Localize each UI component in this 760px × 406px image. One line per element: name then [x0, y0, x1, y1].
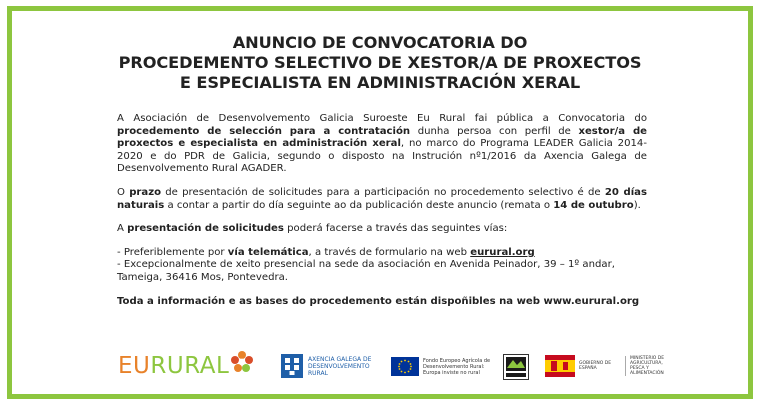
title-line-3: E ESPECIALISTA EN ADMINISTRACIÓN XERAL	[179, 73, 581, 92]
channel-in-person: - Excepcionalmente de xeito presencial na sede da asociación en Avenida Peinador, 39 – 1º andar, Tameiga, 36416 Mos, Pontevedra.	[117, 259, 615, 283]
channel-online	[117, 247, 647, 260]
p3-text-2: poderá facerse a través das seguintes vías:	[283, 223, 508, 235]
p2-bold-3: 14 de outubro	[553, 199, 634, 211]
eurural-link[interactable]: eurural.org	[470, 246, 535, 258]
p2-bold-2: 20 días naturais	[117, 186, 647, 211]
announcement-title	[12, 33, 748, 93]
p2-bold-1: prazo	[129, 186, 162, 198]
p1-text-2: dunha persoa con perfil de	[410, 125, 579, 137]
channel-online-text-2: , a través de formulario na web	[308, 246, 471, 258]
feader-logo	[391, 357, 501, 376]
p1-text-1: A Asociación de Desenvolvemento Galicia Suroeste Eu Rural fai pública a Convocatoria do	[117, 113, 647, 124]
p1-text-3: , no marco do Programa LEADER Galicia 2014-2020 e do PDR de Galicia, segundo o disposto na Instrución nº1/2016 da Axencia Galega de Desenvolvemento Rural AGADER.	[117, 138, 647, 175]
leader-logo-icon	[503, 354, 529, 380]
eurural-wordmark	[118, 353, 229, 379]
announcement-frame	[7, 6, 753, 399]
ministerio-name: MINISTERIO DE AGRICULTURA, PESCA Y ALIMENTACIÓN	[625, 356, 667, 376]
paragraph-presentacion	[117, 223, 647, 236]
eurural-wordmark-eu: EU	[118, 353, 151, 379]
announcement-body	[117, 113, 647, 308]
eurural-wordmark-rural: RURAL	[150, 353, 230, 379]
xunta-crest-icon	[281, 354, 303, 378]
logo-strip	[12, 344, 748, 396]
agader-logo	[281, 354, 388, 378]
p3-bold-1: presentación de solicitudes	[127, 223, 284, 235]
eurural-flower-icon	[230, 350, 254, 374]
channel-online-bold: vía telemática	[227, 246, 309, 258]
p1-bold-2: xestor/a de proxectos e especialista en administración xeral	[117, 125, 648, 150]
p3-text-1: A	[117, 223, 128, 235]
paragraph-convocatoria	[117, 113, 647, 176]
submission-channels	[117, 247, 647, 285]
agader-name: AXENCIA GALEGA DE DESENVOLVEMENTO RURAL	[308, 355, 372, 377]
p2-text-4: ).	[633, 199, 641, 211]
title-line-1: ANUNCIO DE CONVOCATORIA DO	[232, 33, 528, 52]
p2-text-2: de presentación de solicitudes para a participación no procedemento selectivo é de	[161, 186, 605, 198]
spain-shield-icon	[545, 355, 575, 377]
gobierno-logo	[545, 355, 667, 377]
final-note: Toda a información e as bases do procedemento están dispoñibles na web www.eurural.org	[117, 295, 640, 307]
p1-bold-1: procedemento de selección para a contratación	[117, 125, 411, 137]
p2-text-3: a contar a partir do día seguinte ao da publicación deste anuncio (remata o	[164, 199, 554, 211]
channel-online-text-1: - Preferiblemente por	[117, 246, 228, 258]
eurural-logo	[118, 346, 254, 386]
feader-name: Fondo Europeo Agrícola de Desenvolvemento Rural: Europa inviste no rural	[423, 357, 491, 376]
title-line-2: PROCEDEMENTO SELECTIVO DE XESTOR/A DE PROXECTOS	[118, 53, 642, 72]
eu-flag-icon	[391, 357, 419, 376]
gobierno-name: GOBIERNO DE ESPAÑA	[579, 361, 612, 371]
p2-text-1: O	[117, 186, 130, 198]
paragraph-prazo	[117, 187, 647, 212]
